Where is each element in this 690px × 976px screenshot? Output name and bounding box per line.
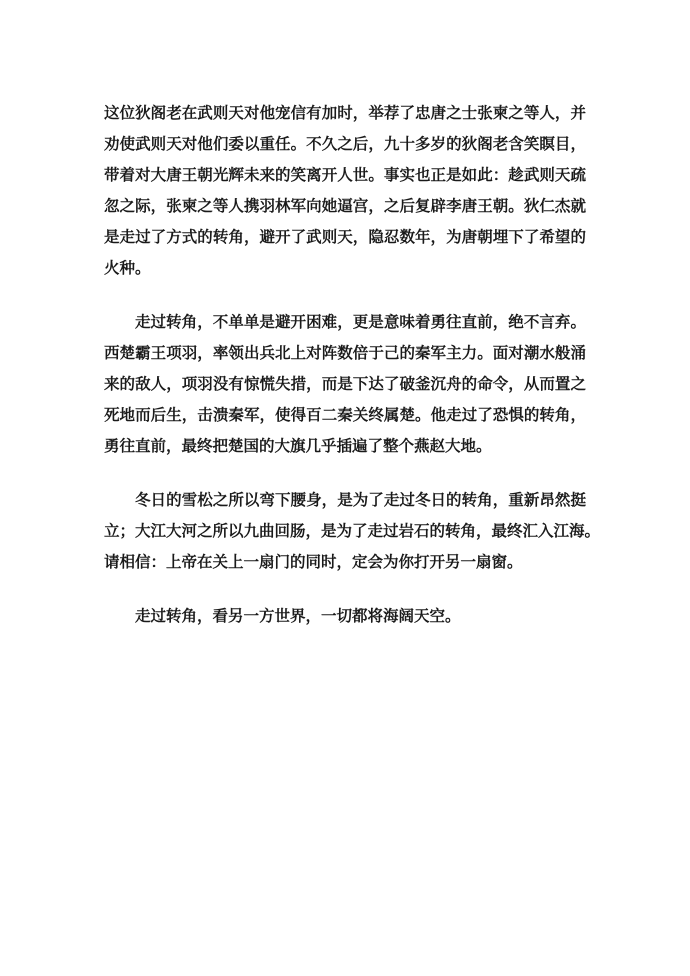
paragraph-line: 劝使武则天对他们委以重任。不久之后，九十多岁的狄阁老含笑瞑目，: [104, 135, 586, 153]
paragraph-line: 这位狄阁老在武则天对他宠信有加时，举荐了忠唐之士张柬之等人，并: [104, 104, 586, 122]
paragraph-line: 勇往直前，最终把楚国的大旗几乎插遍了整个燕赵大地。: [104, 437, 492, 455]
paragraph-line: 带着对大唐王朝光辉未来的笑离开人世。事实也正是如此：趁武则天疏: [104, 166, 586, 184]
paragraph-line: 火种。: [104, 259, 151, 277]
essay-body: [104, 98, 601, 655]
paragraph-1: [104, 98, 586, 284]
paragraph-line: 立；大江大河之所以九曲回肠，是为了走过岩石的转角，最终汇入江海。: [104, 522, 601, 540]
paragraph-3: [104, 485, 601, 578]
paragraph-line: 西楚霸王项羽，率领出兵北上对阵数倍于己的秦军主力。面对潮水般涌: [104, 344, 586, 362]
paragraph-line: 冬日的雪松之所以弯下腰身，是为了走过冬日的转角，重新昂然挺: [135, 491, 586, 509]
paragraph-line: 走过转角，看另一方世界，一切都将海阔天空。: [135, 607, 461, 625]
paragraph-4: [104, 601, 586, 632]
paragraph-2: [104, 307, 586, 462]
paragraph-line: 请相信：上帝在关上一扇门的同时，定会为你打开另一扇窗。: [104, 553, 523, 571]
paragraph-line: 是走过了方式的转角，避开了武则天，隐忍数年，为唐朝埋下了希望的: [104, 228, 586, 246]
paragraph-line: 走过转角，不单单是避开困难，更是意味着勇往直前，绝不言弃。: [135, 313, 586, 331]
paragraph-line: 忽之际，张柬之等人携羽林军向她逼宫，之后复辟李唐王朝。狄仁杰就: [104, 197, 586, 215]
paragraph-line: 来的敌人，项羽没有惊慌失措，而是下达了破釜沉舟的命令，从而置之: [104, 375, 586, 393]
paragraph-line: 死地而后生，击溃秦军，使得百二秦关终属楚。他走过了恐惧的转角，: [104, 406, 586, 424]
